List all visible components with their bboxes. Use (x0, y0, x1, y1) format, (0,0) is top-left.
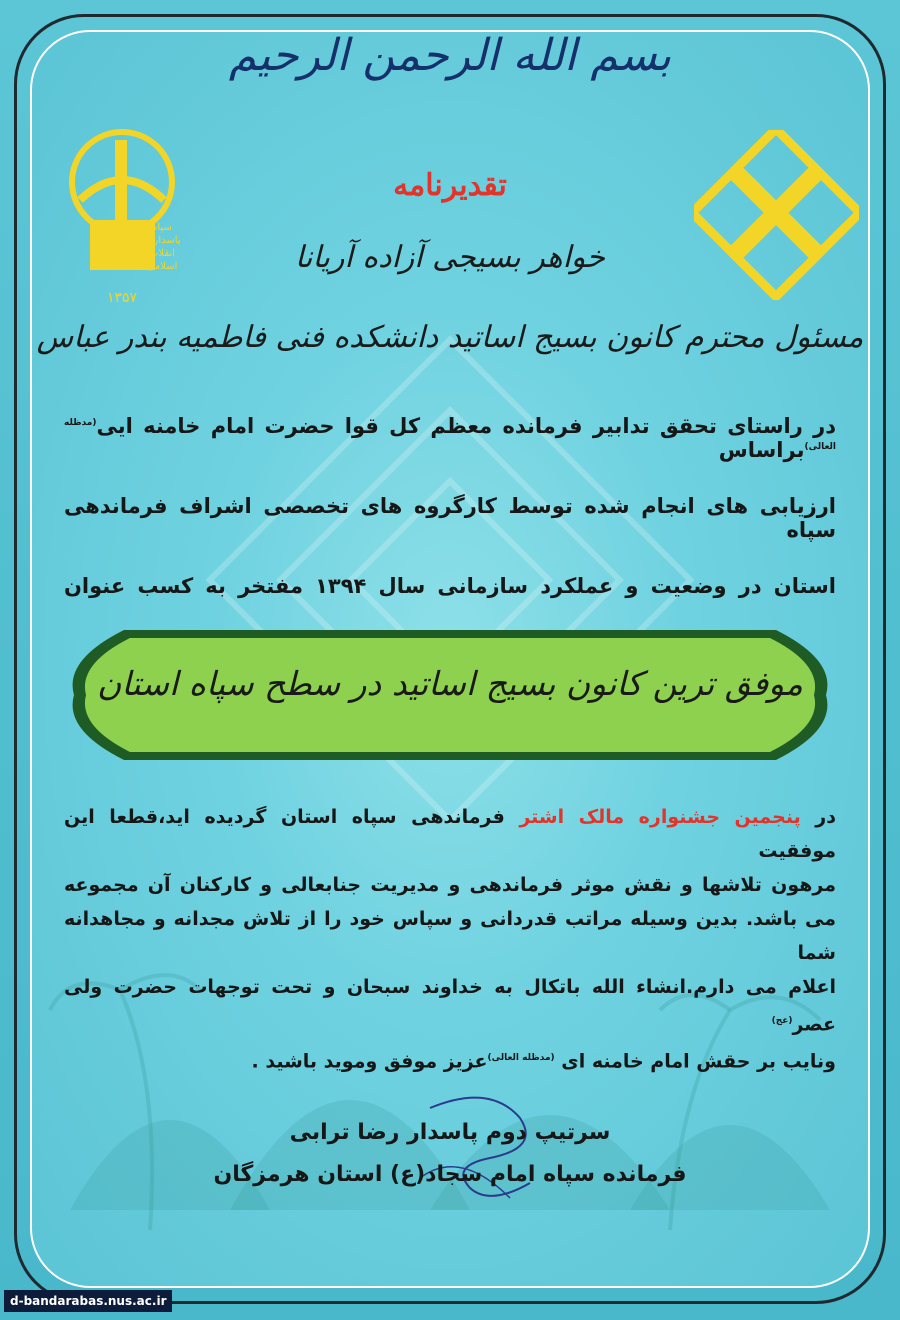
certificate-title: تقدیرنامه (393, 168, 507, 203)
signer-name: سرتیپ دوم پاسدار رضا ترابی (289, 1120, 611, 1145)
body-line-1 (64, 414, 836, 462)
paragraph-line-1 (64, 800, 836, 868)
paragraph-line-5-after: عزیز موفق وموید باشید . (251, 1050, 488, 1073)
signer-title: فرمانده سپاه امام سجاد(ع) استان هرمزگان (213, 1162, 687, 1187)
emblem-text-2: پاسداران (143, 235, 181, 246)
paragraph-line-4 (64, 970, 836, 1041)
honorific-ajj: (عج) (771, 1016, 793, 1026)
paragraph-line-5 (64, 1041, 836, 1078)
honorific-1: (مدظله العالی) (64, 418, 836, 452)
paragraph-pre: در (815, 806, 836, 828)
body-line-1-after: براساس (718, 438, 805, 462)
award-title: موفق ترین کانون بسیج اساتید در سطح سپاه استان (97, 664, 803, 703)
irgc-emblem-icon (60, 120, 190, 310)
handwritten-signature (400, 1088, 560, 1208)
emblem-text-4: اسلامی (146, 261, 178, 272)
festival-highlight: پنجمین جشنواره مالک اشتر (519, 806, 801, 828)
recipient-role: مسئول محترم کانون بسیج اساتید دانشکده فنی فاطمیه بندر عباس (36, 320, 864, 355)
recipient-name: خواهر بسیجی آزاده آریانا (295, 240, 605, 275)
paragraph-line-5-before: ونایب بر حقش امام خامنه ای (561, 1050, 836, 1073)
paragraph-line-4-main: اعلام می دارم.انشاء الله باتکال به خداوند سبحان و تحت توجهات حضرت ولی عصر (64, 976, 836, 1036)
body-line-3: استان در وضعیت و عملکرد سازمانی سال ۱۳۹۴ مفتخر به کسب عنوان (64, 574, 836, 598)
paragraph-line-2: مرهون تلاشها و نقش موثر فرماندهی و مدیریت جنابعالی و کارکنان آن مجموعه (64, 874, 836, 896)
paragraph-line-3: می باشد. بدین وسیله مراتب قدردانی و سپاس خود را از تلاش مجدانه و مجاهدانه شما (64, 908, 836, 964)
site-watermark: d-bandarabas.nus.ac.ir (4, 1290, 172, 1312)
honorific-2: (مدظله العالی) (487, 1053, 555, 1064)
body-line-1-before: در راستای تحقق تدابیر فرمانده معظم کل قوا حضرت امام خامنه ایی (96, 414, 836, 438)
appreciation-paragraph (64, 800, 836, 1079)
emblem-text-3: انقلاب (148, 248, 176, 259)
emblem-year: ۱۳۵۷ (106, 290, 138, 306)
paragraph-post: فرماندهی سپاه استان گردیده اید،قطعا این موفقیت (64, 806, 836, 862)
emblem-text-1: سپاه (152, 222, 172, 233)
body-line-2: ارزیابی های انجام شده توسط کارگروه های تخصصی اشراف فرماندهی سپاه (64, 494, 836, 542)
basmala-heading: بسم الله الرحمن الرحیم (228, 30, 672, 81)
